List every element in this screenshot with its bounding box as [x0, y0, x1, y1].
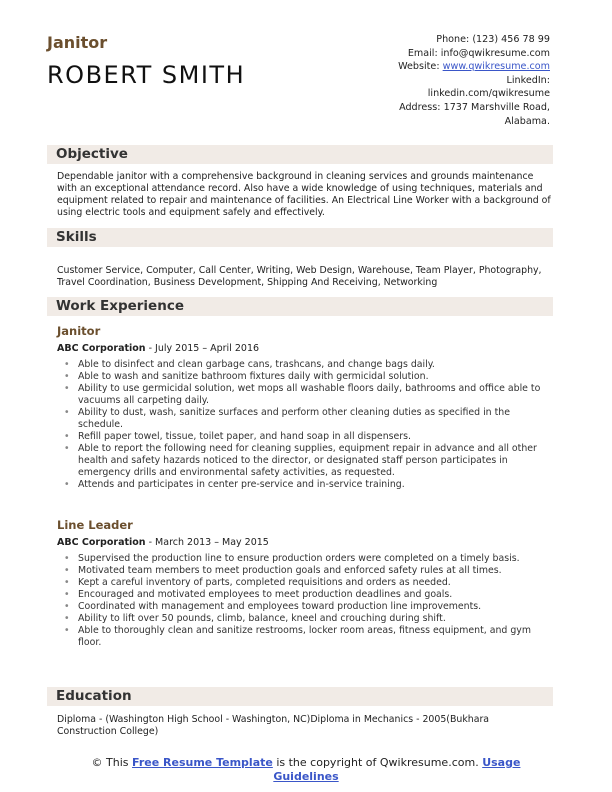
footer-prefix: © This	[91, 756, 133, 769]
list-item: • Able to wash and sanitize bathroom fixtures daily with germicidal solution.	[57, 371, 551, 383]
usage-guidelines-link[interactable]: Usage Guidelines	[273, 756, 521, 783]
list-item: • Attends and participates in center pre-service and in-service training.	[57, 479, 551, 491]
list-item: • Kept a careful inventory of parts, completed requisitions and orders as needed.	[57, 577, 551, 589]
phone-label: Phone:	[436, 34, 470, 45]
education-text: Diploma - (Washington High School - Washington, NC)Diploma in Mechanics - 2005(Bukhara Construction College)	[57, 714, 490, 737]
contact-phone	[290, 33, 550, 47]
job-2-company: ABC Corporation	[57, 537, 146, 548]
objective-header	[47, 145, 553, 164]
list-item: • Encouraged and motivated employees to meet production deadlines and goals.	[57, 589, 551, 601]
job-1-company-line	[57, 343, 259, 354]
contact-address	[290, 101, 550, 115]
job-1-company: ABC Corporation	[57, 343, 146, 354]
list-item: • Able to report the following need for cleaning supplies, equipment repair in advance and all other health and safety hazards noticed to the director, or designated staff person participates in emergency drills and environmental safety activities, as requested.	[57, 443, 551, 479]
contact-linkedin-label: LinkedIn:	[506, 74, 550, 86]
address-line1: 1737 Marshville Road,	[443, 101, 550, 113]
job-2-dates: - March 2013 – May 2015	[145, 537, 269, 548]
education-header	[47, 687, 553, 706]
website-link[interactable]: www.qwikresume.com	[442, 61, 550, 73]
list-item: • Motivated team members to meet production goals and enforced safety rules at all times.	[57, 565, 551, 577]
experience-header	[47, 297, 553, 316]
contact-linkedin-value: linkedin.com/qwikresume	[427, 88, 550, 100]
job-1-dates: - July 2015 – April 2016	[145, 343, 260, 354]
list-item: • Coordinated with management and employees toward production line improvements.	[57, 601, 551, 613]
free-resume-template-link[interactable]: Free Resume Template	[132, 756, 273, 769]
job-title: Janitor	[47, 33, 108, 52]
objective-text: Dependable janitor with a comprehensive background in cleaning services and grounds maintenance with an exceptional attendance record. Also have a wide knowledge of using techniques, materials and equipment related to repair and maintenance of facilities. An Electrical Line Worker with a background of using electric tools and equipment safely and effectively.	[57, 171, 551, 218]
list-item: • Ability to use germicidal solution, wet mops all washable floors daily, bathrooms and office able to vacuums all carpeting daily.	[57, 383, 551, 407]
list-item: • Ability to dust, wash, sanitize surfaces and perform other cleaning duties as specified in the schedule.	[57, 407, 551, 431]
list-item: • Ability to lift over 50 pounds, climb, balance, kneel and crouching during shift.	[57, 613, 551, 625]
contact-email	[290, 47, 550, 61]
skills-text: Customer Service, Computer, Call Center, Writing, Web Design, Warehouse, Team Player, Photography, Travel Coordination, Business Development, Shipping And Receiving, Networking	[57, 265, 542, 288]
website-label: Website:	[398, 61, 440, 73]
job-2-company-line	[57, 537, 269, 548]
email-label: Email:	[407, 47, 438, 59]
list-item: • Able to disinfect and clean garbage cans, trashcans, and change bags daily.	[57, 359, 551, 371]
contact-website	[290, 60, 550, 74]
education-heading: Education	[56, 688, 132, 704]
address-label: Address:	[399, 101, 441, 113]
candidate-name: ROBERT SMITH	[47, 61, 246, 89]
contact-address-line2: Alabama.	[504, 115, 550, 127]
job-1-title: Janitor	[57, 324, 101, 338]
skills-header	[47, 228, 553, 247]
phone-value: (123) 456 78 99	[472, 34, 550, 45]
job-1-duties	[57, 359, 551, 491]
list-item: • Able to thoroughly clean and sanitize restrooms, locker room areas, fitness equipment, and gym floor.	[57, 625, 551, 649]
list-item: • Supervised the production line to ensure production orders were completed on a timely basis.	[57, 553, 551, 565]
list-item: • Refill paper towel, tissue, toilet paper, and hand soap in all dispensers.	[57, 431, 551, 443]
email-value: info@qwikresume.com	[440, 47, 550, 59]
copyright-footer	[60, 756, 552, 784]
job-2-title: Line Leader	[57, 518, 133, 532]
objective-heading: Objective	[56, 146, 128, 162]
footer-middle: is the copyright of Qwikresume.com.	[272, 756, 483, 769]
skills-heading: Skills	[56, 229, 97, 245]
job-2-duties	[57, 553, 551, 649]
contact-block	[290, 33, 550, 128]
experience-heading: Work Experience	[56, 298, 184, 314]
